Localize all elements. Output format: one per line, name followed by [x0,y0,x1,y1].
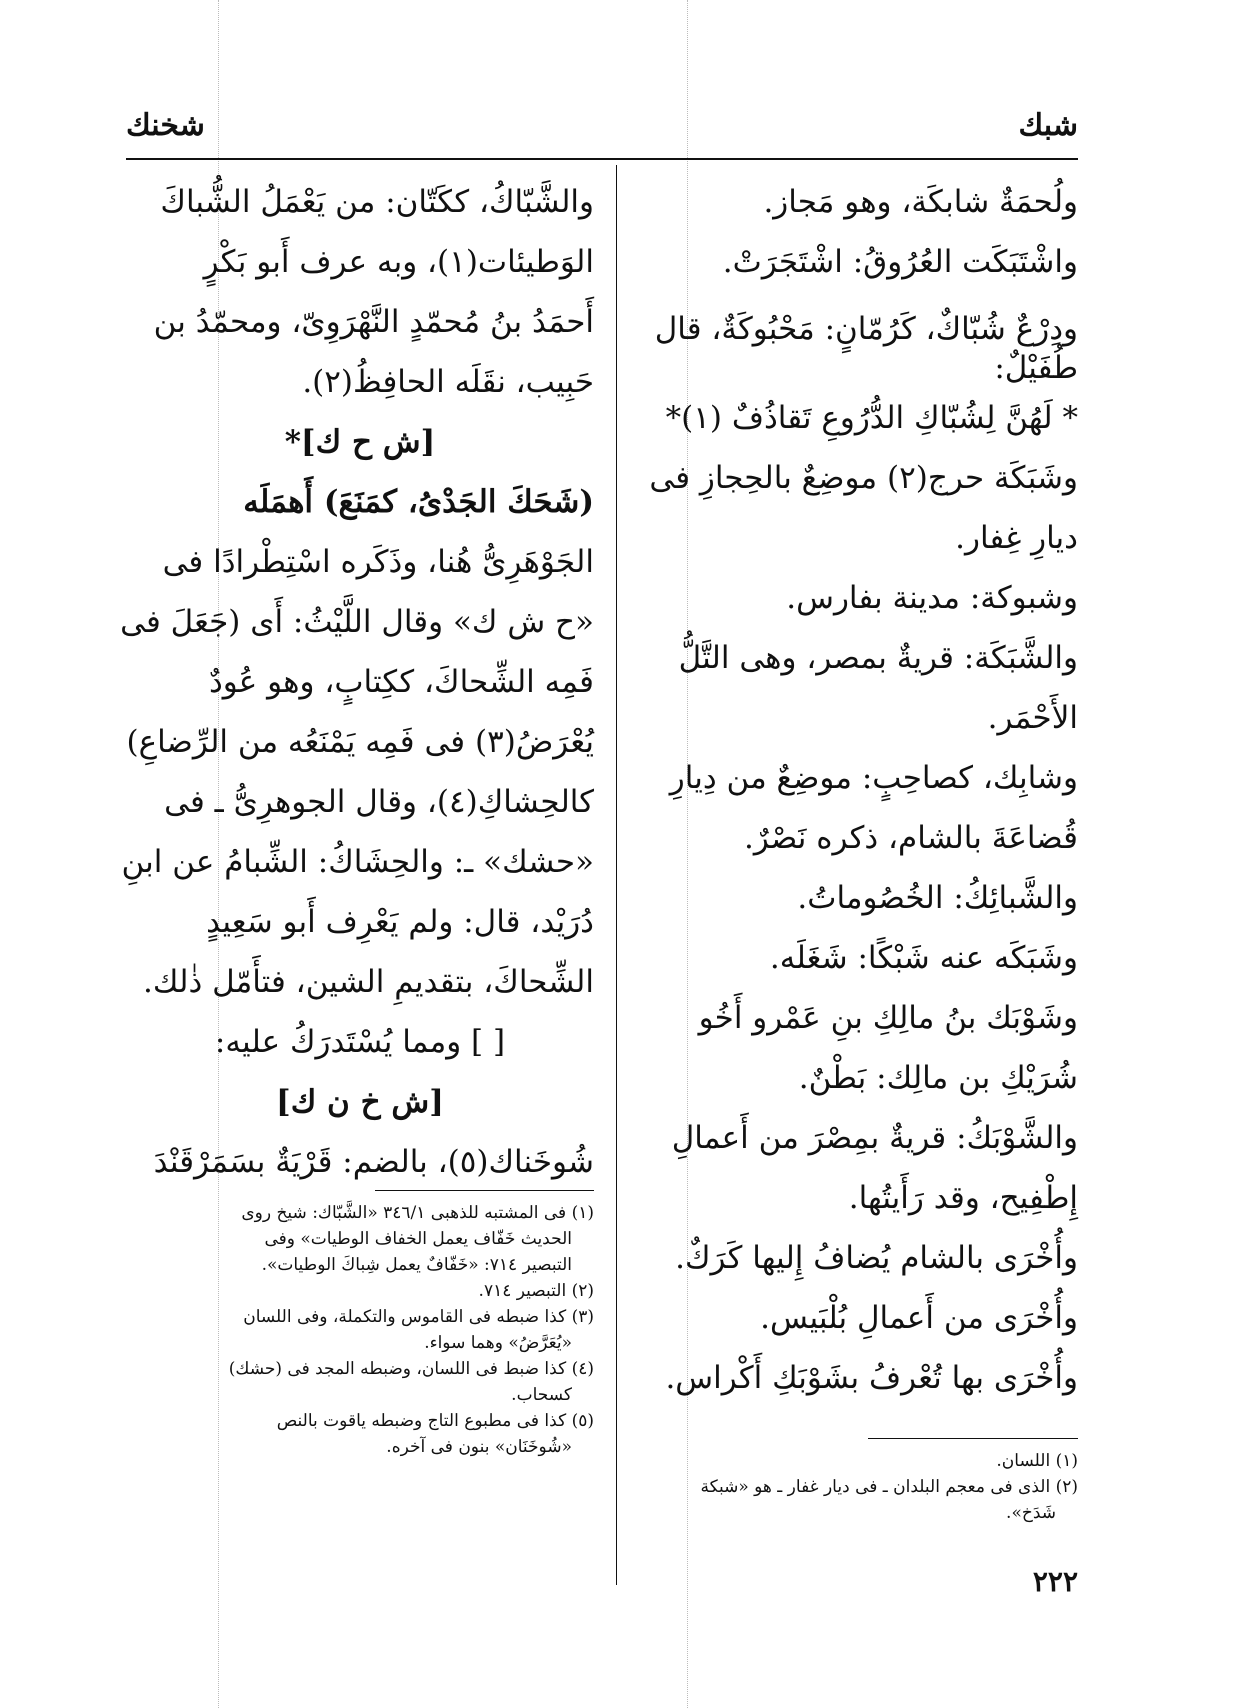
text-line: وأُخْرَى بها تُعْرفُ بشَوْبَكِ أَكْراس. [665,1360,1078,1396]
text-line: وشابِك، كصاحِبٍ: موضِعٌ من دِيارِ [669,760,1078,796]
text-line: كالحِشاكِ(٤)، وقال الجوهرِىُّ ـ فى [164,784,594,820]
text-line: والشَّبائِكُ: الخُصُوماتُ. [797,880,1078,916]
left-column [120,172,594,1192]
text-line: الجَوْهَرِىُّ هُنا، وذَكَره اسْتِطْرادًا فى [162,544,594,580]
verse-line: * لَهُنَّ لِشُبّاكِ الدُّرُوعِ تَقاذُفٌ (١)* [665,400,1078,436]
header-rule [126,158,1078,160]
text-line: «ح ش ك» وقال اللَّيْثُ: أَى (جَعَلَ فى [120,604,594,640]
text-line: الوَطيئات(١)، وبه عرف أَبو بَكْرٍ [203,244,594,280]
footnote-line: الحديث خَفّاف يعمل الخفاف الوطيات» وفى [264,1229,572,1249]
footnote-line: التبصير ٧١٤: «خَفّافٌ يعمل شِباكَ الوطيات». [261,1255,572,1275]
header-left-word: شخنك [126,108,205,143]
text-line: وشبوكة: مدينة بفارس. [786,580,1078,616]
text-line: والشَّبّاكُ، ككَتّان: من يَعْمَلُ الشُّباكَ [160,184,594,220]
text-line: ديارِ غِفار. [955,520,1078,556]
footnote-line: (١) اللسان. [996,1451,1078,1471]
entry-heading: [ش ح ك]* [284,424,436,460]
footnote-line: (٢) التبصير ٧١٤. [478,1281,594,1301]
footnote-line: (٥) كذا فى مطبوع التاج وضبطه ياقوت بالنص [276,1411,594,1431]
footnote-line: (٣) كذا ضبطه فى القاموس والتكملة، وفى اللسان [243,1307,594,1327]
text-line: شُوخَناك(٥)، بالضم: قَرْيَةٌ بسَمَرْقَنْدَ [153,1144,594,1180]
text-line: أَحمَدُ بنُ مُحمّدٍ النَّهْرَوِىّ، ومحمّدُ بن [153,304,594,340]
text-line: الشِّحاكَ، بتقديمِ الشين، فتأَمّل ذٰلك. [143,964,594,1000]
footnotes-right [638,1448,1078,1526]
footnote-line: «يُعَرَّضُ» وهما سواء. [424,1333,572,1353]
footnotes-left [126,1200,594,1460]
text-line: طُفَيْلٌ: [994,350,1078,386]
text-line: ولُحمَةٌ شابكَة، وهو مَجاز. [763,184,1078,220]
footnote-line: (٤) كذا ضبط فى اللسان، وضبطه المجد فى (حشك) [228,1359,594,1379]
text-line: والشَّبَكَة: قريةٌ بمصر، وهى التَّلُّ [678,640,1078,676]
text-line: فَمِه الشِّحاكَ، ككِتابٍ، وهو عُودٌ [208,664,594,700]
text-line: ودِرْعٌ شُبّاكٌ، كَرُمّانٍ: مَحْبُوكَةٌ، قال [654,311,1078,347]
footnote-line: (١) فى المشتبه للذهبى ٣٤٦/١ «الشَّبّاك: شيخ روى [241,1203,594,1223]
page-number: ٢٢٢ [1032,1565,1078,1598]
footnote-line: (٢) الذى فى معجم البلدان ـ فى ديار غفار ـ هو «شبكة [700,1477,1078,1497]
text-line: (شَحَكَ الجَدْىُ، كمَنَعَ) أَهمَلَه [243,484,594,520]
text-line: والشَّوْبَكُ: قريةٌ بمِصْرَ من أَعمالِ [671,1120,1078,1156]
footnote-rule-left [375,1190,594,1191]
text-line: شُرَيْكِ بن مالِك: بَطْنٌ. [798,1060,1078,1096]
text-line: وشَبَكَة حرج(٢) موضِعٌ بالحِجازِ فى [649,460,1078,496]
footnote-rule-right [868,1438,1078,1439]
text-line: «حشك» ـ: والحِشَاكُ: الشِّبامُ عن ابنِ [121,844,594,880]
text-line: وشَوْبَك بنُ مالِكِ بنِ عَمْرو أَخُو [698,1000,1078,1036]
text-line: قُضاعَةَ بالشام، ذكره نَصْرٌ. [743,820,1078,856]
entry-heading: [ش خ ن ك] [276,1084,444,1120]
text-line: يُعْرَضُ(٣) فى فَمِه يَمْنَعُه من الرِّضاعِ) [126,724,594,760]
right-column [638,172,1078,1408]
column-divider [616,165,617,1585]
text-line: وأُخْرَى بالشام يُضافُ إِليها كَرَكٌ. [675,1240,1078,1276]
footnote-line: شَدَخ». [1006,1503,1056,1523]
header-right-word: شبك [1018,108,1078,143]
text-line: إِطْفِيح، وقد رَأَيتُها. [848,1180,1078,1216]
text-line: وشَبَكَه عنه شَبْكًا: شَغَلَه. [769,940,1078,976]
text-line: دُرَيْد، قال: ولم يَعْرِف أَبو سَعِيدٍ [206,904,594,940]
footnote-line: كسحاب. [511,1385,572,1405]
text-line: وأُخْرَى من أَعمالِ بُلْبَيس. [760,1300,1078,1336]
addendum-line: [ ] ومما يُسْتَدرَكُ عليه: [214,1024,506,1060]
footnote-line: «شُوخَنَان» بنون فى آخره. [386,1437,572,1457]
text-line: حَبِيب، نقَلَه الحافِظُ(٢). [302,364,594,400]
text-line: الأَحْمَر. [987,700,1078,736]
text-line: واشْتَبَكَت العُرُوقُ: اشْتَجَرَتْ. [722,244,1078,280]
